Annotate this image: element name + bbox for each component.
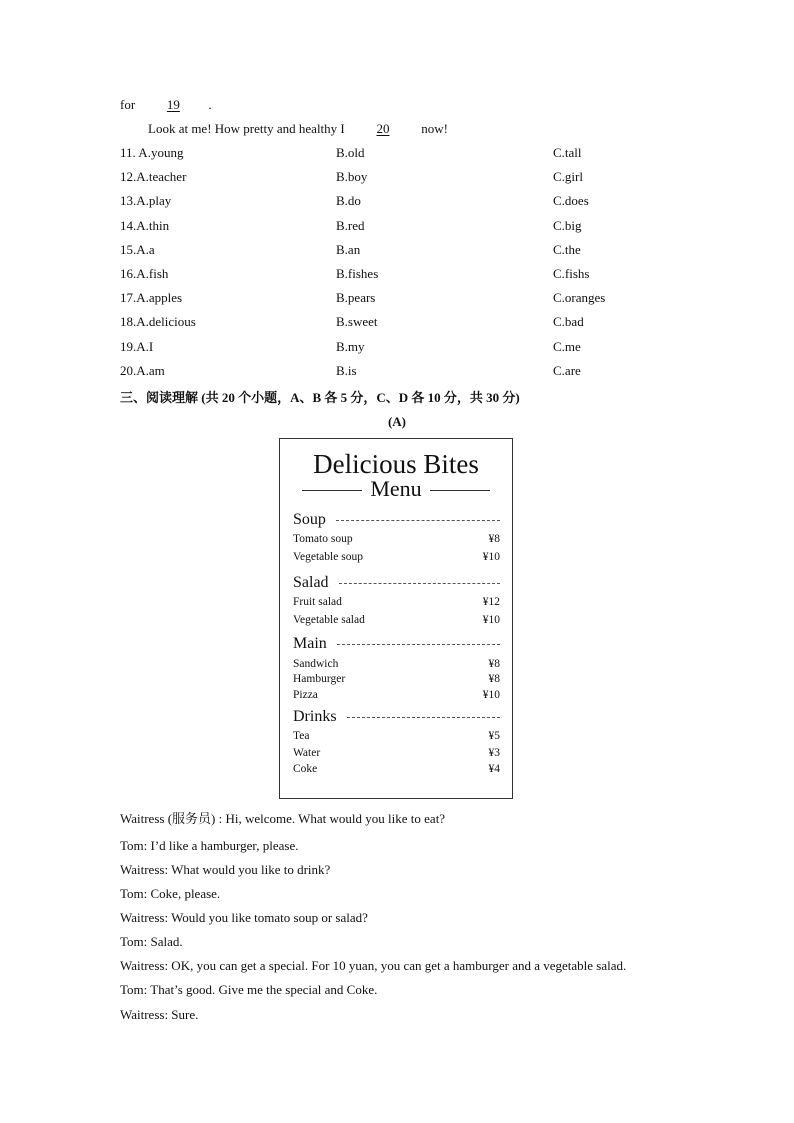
dialogue-line: Waitress: Would you like tomato soup or salad? — [120, 910, 368, 925]
category-label: Salad — [293, 574, 329, 591]
menu-subtitle-text: Menu — [370, 476, 422, 501]
menu-category-salad — [293, 574, 500, 592]
option-row — [120, 290, 720, 314]
dialogue-line: Tom: I’d like a hamburger, please. — [120, 838, 299, 853]
option-a: 20.A.am — [120, 362, 165, 378]
category-label: Drinks — [293, 708, 337, 725]
option-row — [120, 363, 720, 387]
option-b: B.my — [336, 338, 365, 354]
menu-item — [293, 532, 500, 546]
option-row — [120, 193, 720, 217]
option-row — [120, 169, 720, 193]
divider — [430, 490, 490, 491]
option-a: 17.A.apples — [120, 290, 183, 306]
dialogue-line: Tom: Salad. — [120, 934, 183, 949]
item-name: Tomato soup — [293, 533, 353, 545]
dialogue-line: Waitress: Sure. — [120, 1007, 199, 1022]
option-c: C.big — [553, 217, 582, 233]
options-list — [120, 145, 720, 387]
option-c: C.girl — [553, 169, 583, 185]
option-a: 18.A.delicious — [120, 314, 196, 330]
option-b: B.is — [336, 362, 357, 378]
blank-19: 19 — [166, 97, 180, 112]
blank-20: 20 — [376, 121, 390, 136]
item-name: Hamburger — [293, 673, 346, 685]
item-name: Water — [293, 747, 321, 759]
item-price: ¥5 — [488, 730, 500, 742]
item-name: Coke — [293, 763, 318, 775]
menu-item — [293, 762, 500, 776]
option-row — [120, 314, 720, 338]
passage-text: for — [120, 97, 136, 112]
option-c: C.tall — [553, 145, 582, 160]
option-c: C.oranges — [553, 290, 606, 306]
menu-category-drinks — [293, 708, 500, 726]
item-price: ¥8 — [488, 658, 500, 670]
menu-category-soup — [293, 511, 500, 529]
menu-item — [293, 613, 500, 627]
menu-item — [293, 550, 500, 564]
menu-item — [293, 729, 500, 743]
section-heading: 三、阅读理解 (共 20 个小题，A、B 各 5 分，C、D 各 10 分，共 30 分) — [120, 390, 520, 405]
menu-card — [279, 438, 513, 799]
option-b: B.pears — [336, 290, 376, 306]
option-row — [120, 266, 720, 290]
menu-item — [293, 595, 500, 609]
option-c: C.does — [553, 193, 589, 209]
item-price: ¥10 — [482, 614, 500, 626]
option-row — [120, 339, 720, 363]
item-name: Tea — [293, 730, 310, 742]
passage-text: . — [208, 97, 212, 112]
menu-category-main — [293, 635, 500, 653]
item-name: Vegetable salad — [293, 614, 365, 626]
dialogue-line: Waitress (服务员) : Hi, welcome. What would you like to eat? — [120, 811, 446, 826]
option-b: B.boy — [336, 169, 368, 185]
passage-text: now! — [421, 121, 448, 136]
item-price: ¥10 — [482, 551, 500, 563]
option-c: C.fishs — [553, 265, 590, 281]
option-c: C.me — [553, 338, 581, 354]
item-price: ¥4 — [488, 763, 500, 775]
option-a: 19.A.I — [120, 338, 154, 354]
dialogue-line: Tom: Coke, please. — [120, 886, 221, 901]
option-a: 13.A.play — [120, 193, 172, 209]
item-name: Fruit salad — [293, 596, 342, 608]
menu-item — [293, 657, 500, 671]
passage-text: Look at me! How pretty and healthy I — [148, 121, 345, 136]
dialogue-line: Waitress: OK, you can get a special. For 10 yuan, you can get a hamburger and a vegetable salad. — [120, 958, 627, 973]
divider — [339, 583, 500, 584]
option-b: B.fishes — [336, 265, 379, 281]
part-heading: (A) — [387, 414, 407, 429]
option-b: B.an — [336, 241, 361, 257]
option-a: 16.A.fish — [120, 265, 169, 281]
option-row — [120, 218, 720, 242]
option-a: 14.A.thin — [120, 217, 170, 233]
item-price: ¥3 — [488, 747, 500, 759]
passage-line-19 — [120, 97, 212, 113]
option-b: B.old — [336, 145, 365, 160]
option-row — [120, 242, 720, 266]
menu-item — [293, 672, 500, 686]
dialogue-line: Waitress: What would you like to drink? — [120, 862, 331, 877]
item-price: ¥8 — [488, 673, 500, 685]
item-name: Pizza — [293, 689, 318, 701]
option-c: C.are — [553, 362, 581, 378]
option-row — [120, 145, 720, 169]
category-label: Main — [293, 635, 327, 652]
item-name: Sandwich — [293, 658, 339, 670]
category-label: Soup — [293, 511, 326, 528]
divider — [337, 644, 500, 645]
divider — [302, 490, 362, 491]
option-a: 11. A.young — [120, 145, 184, 160]
menu-item — [293, 746, 500, 760]
option-b: B.do — [336, 193, 361, 209]
menu-item — [293, 688, 500, 702]
menu-subtitle — [280, 477, 512, 501]
option-b: B.sweet — [336, 314, 378, 330]
divider — [336, 520, 500, 521]
item-price: ¥12 — [482, 596, 500, 608]
item-price: ¥10 — [482, 689, 500, 701]
option-c: C.bad — [553, 314, 584, 330]
item-price: ¥8 — [488, 533, 500, 545]
menu-title: Delicious Bites — [313, 449, 479, 479]
option-a: 15.A.a — [120, 241, 155, 257]
dialogue-line: Tom: That’s good. Give me the special and Coke. — [120, 982, 378, 997]
option-b: B.red — [336, 217, 365, 233]
passage-line-20 — [148, 121, 448, 137]
divider — [347, 717, 500, 718]
item-name: Vegetable soup — [293, 551, 363, 563]
option-a: 12.A.teacher — [120, 169, 187, 185]
option-c: C.the — [553, 241, 581, 257]
